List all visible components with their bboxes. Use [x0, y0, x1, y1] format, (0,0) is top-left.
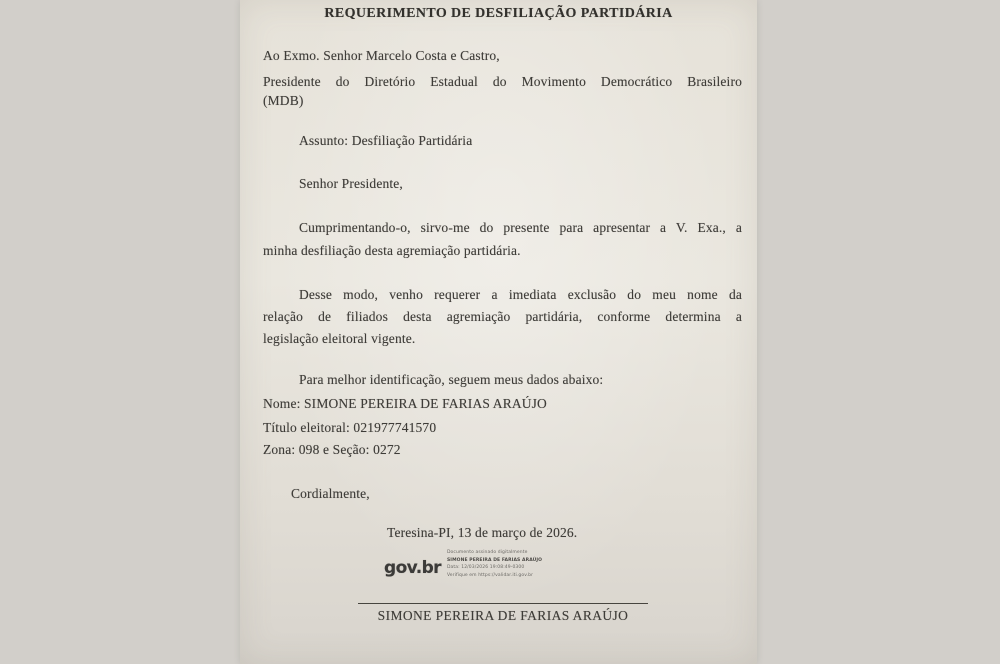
place-date-line: Teresina-PI, 13 de março de 2026. — [387, 525, 578, 540]
stamp-text-block — [447, 549, 542, 579]
field-voter-title: Título eleitoral: 021977741570 — [263, 420, 437, 435]
paragraph2-line-2: relação de filiados desta agremiação partidária, conforme determina a — [263, 309, 742, 324]
data-intro-line: Para melhor identificação, seguem meus dados abaixo: — [299, 372, 604, 387]
stamp-date: Data: 12/03/2026 19:08:49-0300 — [446, 565, 525, 570]
stamp-signer-name: SIMONE PEREIRA DE FARIAS ARAÚJO — [446, 557, 543, 563]
paragraph1-line-1: Cumprimentando-o, sirvo-me do presente para apresentar a V. Exa., a — [299, 220, 742, 235]
recipient-line-2: Presidente do Diretório Estadual do Movimento Democrático Brasileiro — [263, 74, 742, 89]
paragraph2-line-1: Desse modo, venho requerer a imediata exclusão do meu nome da — [299, 287, 742, 302]
paragraph2-line-3: legislação eleitoral vigente. — [263, 331, 416, 346]
stamp-header: Documento assinado digitalmente — [446, 550, 528, 555]
salutation: Senhor Presidente, — [299, 176, 403, 191]
govbr-logo: gov.br — [384, 558, 441, 578]
signature-rule — [358, 603, 648, 604]
recipient-line-3: (MDB) — [263, 93, 304, 108]
signature-name: SIMONE PEREIRA DE FARIAS ARAÚJO — [377, 608, 629, 623]
subject-line: Assunto: Desfiliação Partidária — [299, 133, 473, 148]
field-name: Nome: SIMONE PEREIRA DE FARIAS ARAÚJO — [263, 396, 547, 411]
field-zone-section: Zona: 098 e Seção: 0272 — [263, 442, 401, 457]
paragraph1-line-2: minha desfiliação desta agremiação partidária. — [263, 243, 521, 258]
document-title: REQUERIMENTO DE DESFILIAÇÃO PARTIDÁRIA — [324, 6, 673, 21]
closing-line: Cordialmente, — [291, 486, 370, 501]
govbr-digital-signature-stamp — [384, 549, 542, 579]
recipient-line-1: Ao Exmo. Senhor Marcelo Costa e Castro, — [263, 48, 500, 63]
document-paper — [240, 0, 757, 664]
stamp-verify-url: Verifique em https://validar.iti.gov.br — [446, 572, 534, 578]
